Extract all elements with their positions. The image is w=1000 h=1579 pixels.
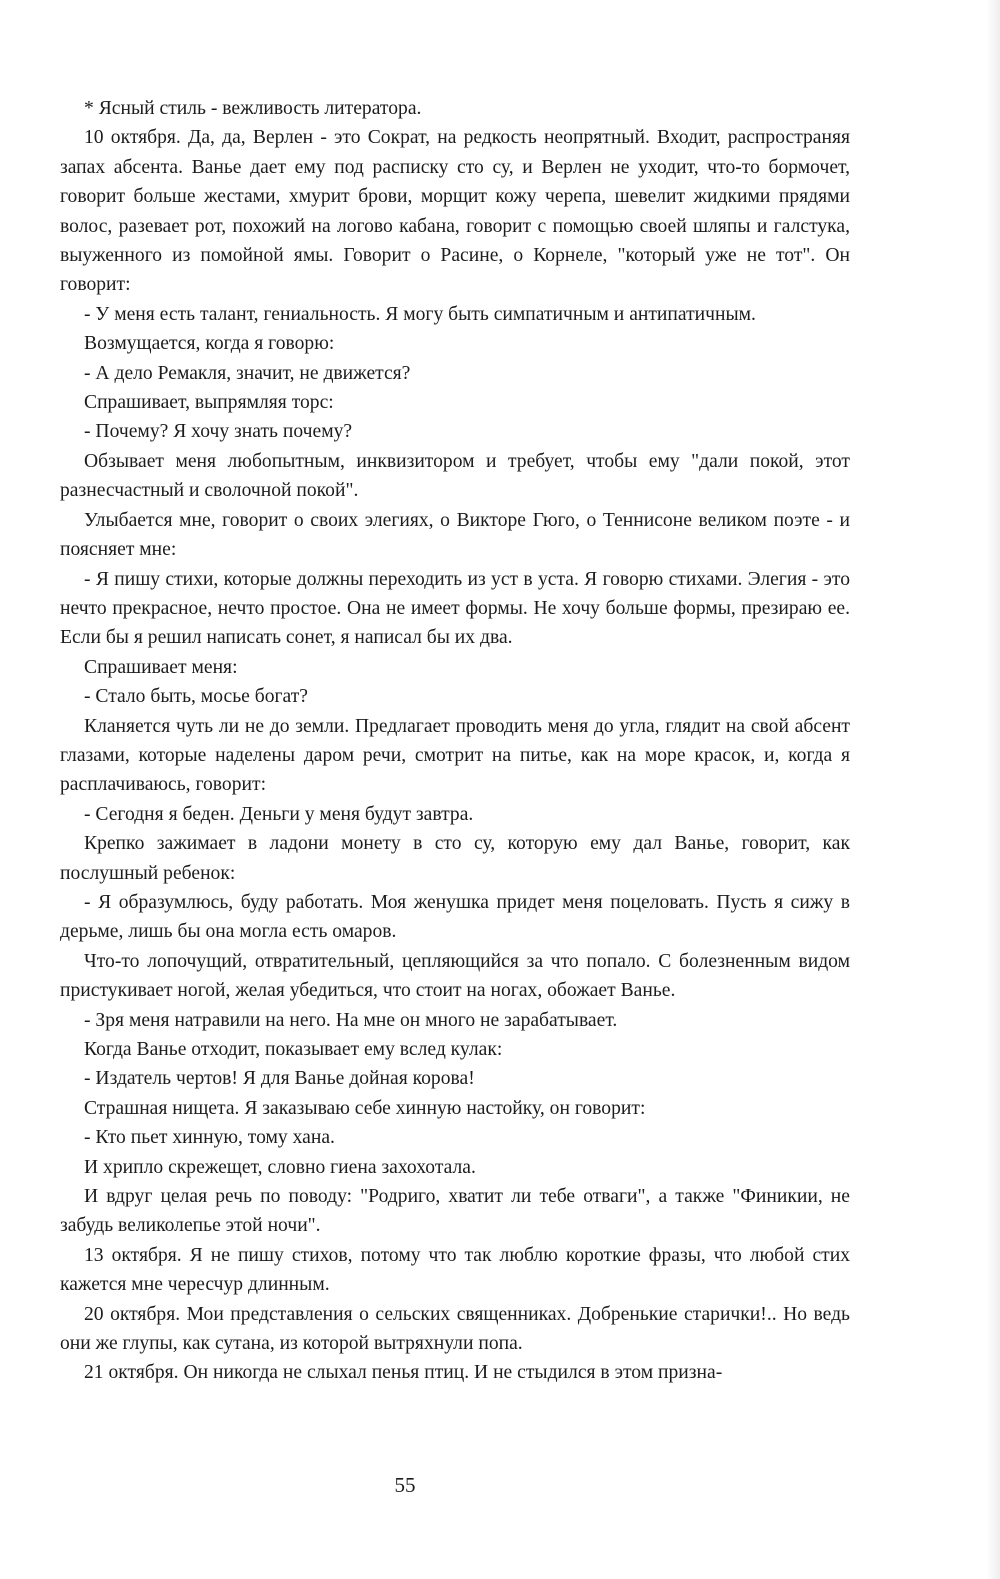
paragraph: Страшная нищета. Я заказываю себе хинную настойку, он говорит: <box>84 1097 646 1119</box>
paragraph: - Стало быть, мосье богат? <box>84 686 308 708</box>
paragraph: - Издатель чертов! Я для Ванье дойная корова! <box>84 1068 475 1090</box>
paragraph: Кланяется чуть ли не до земли. Предлагает проводить меня до угла, глядит на свой абсент глазами, которые наделены даром речи, смотрит на питье, как на море красок, и, когда я расплачиваюсь, говорит: <box>60 715 850 796</box>
paragraph: Спрашивает, выпрямляя торс: <box>84 392 334 414</box>
paragraph: Возмущается, когда я говорю: <box>84 333 335 355</box>
paragraph: - У меня есть талант, гениальность. Я могу быть симпатичным и антипатичным. <box>84 303 756 325</box>
paragraph: 13 октября. Я не пишу стихов, потому что так люблю короткие фразы, что любой стих кажется мне чересчур длинным. <box>60 1244 850 1296</box>
page-number: 55 <box>394 1473 416 1497</box>
paragraph: - Я образумлюсь, буду работать. Моя женушка придет меня поцеловать. Пусть я сижу в дерьме, лишь бы она могла есть омаров. <box>60 891 850 943</box>
paragraph: Крепко зажимает в ладони монету в сто су, которую ему дал Ванье, говорит, как послушный ребенок: <box>60 833 850 884</box>
paragraph: Когда Ванье отходит, показывает ему вслед кулак: <box>84 1039 503 1060</box>
paragraph: - Зря меня натравили на него. На мне он много не зарабатывает. <box>84 1009 618 1031</box>
body-text <box>60 94 850 1388</box>
paragraph: - А дело Ремакля, значит, не движется? <box>84 362 411 384</box>
paragraph: - Сегодня я беден. Деньги у меня будут завтра. <box>84 803 474 825</box>
paragraph: И вдруг целая речь по поводу: "Родриго, хватит ли тебе отваги", а также "Финикии, не забудь великолепье этой ночи". <box>60 1186 850 1237</box>
scan-edge-shadow <box>986 0 1000 1579</box>
paragraph: Улыбается мне, говорит о своих элегиях, о Викторе Гюго, о Теннисоне великом поэте - и поясняет мне: <box>60 509 850 561</box>
paragraph: Обзывает меня любопытным, инквизитором и требует, чтобы ему "дали покой, этот разнесчастный и сволочной покой". <box>60 450 850 502</box>
paragraph: 21 октября. Он никогда не слыхал пенья птиц. И не стыдился в этом призна- <box>84 1362 723 1384</box>
paragraph: - Кто пьет хинную, тому хана. <box>84 1127 335 1149</box>
paragraph: 10 октября. Да, да, Верлен - это Сократ, на редкость неопрятный. Входит, распространяя запах абсента. Ванье дает ему под расписку сто су, и Верлен не уходит, что-то бормочет, говорит больше жестами, хмурит брови, морщит кожу черепа, шевелит жидкими прядями волос, разевает рот, похожий на логово кабана, говорит с помощью своей шляпы и галстука, выуженного из помойной ямы. Говорит о Расине, о Корнеле, "который уже не тот". Он говорит: <box>60 127 850 296</box>
paragraph: Спрашивает меня: <box>84 656 238 678</box>
paragraph: 20 октября. Мои представления о сельских священниках. Добренькие старички!.. Но ведь они же глупы, как сутана, из которой вытряхнули попа. <box>60 1303 850 1355</box>
paragraph: - Я пишу стихи, которые должны переходить из уст в уста. Я говорю стихами. Элегия - это нечто прекрасное, нечто простое. Она не имеет формы. Не хочу больше формы, презираю ее. Если бы я решил написать сонет, я написал бы их два. <box>60 568 850 649</box>
paragraph: - Почему? Я хочу знать почему? <box>84 421 353 443</box>
paragraph: И хрипло скрежещет, словно гиена захохотала. <box>84 1156 476 1178</box>
paragraph: Что-то лопочущий, отвратительный, цепляющийся за что попало. С болезненным видом пристукивает ногой, желая убедиться, что стоит на ногах, обожает Ванье. <box>60 950 850 1002</box>
footnote-paragraph: * Ясный стиль - вежливость литератора. <box>84 98 422 119</box>
